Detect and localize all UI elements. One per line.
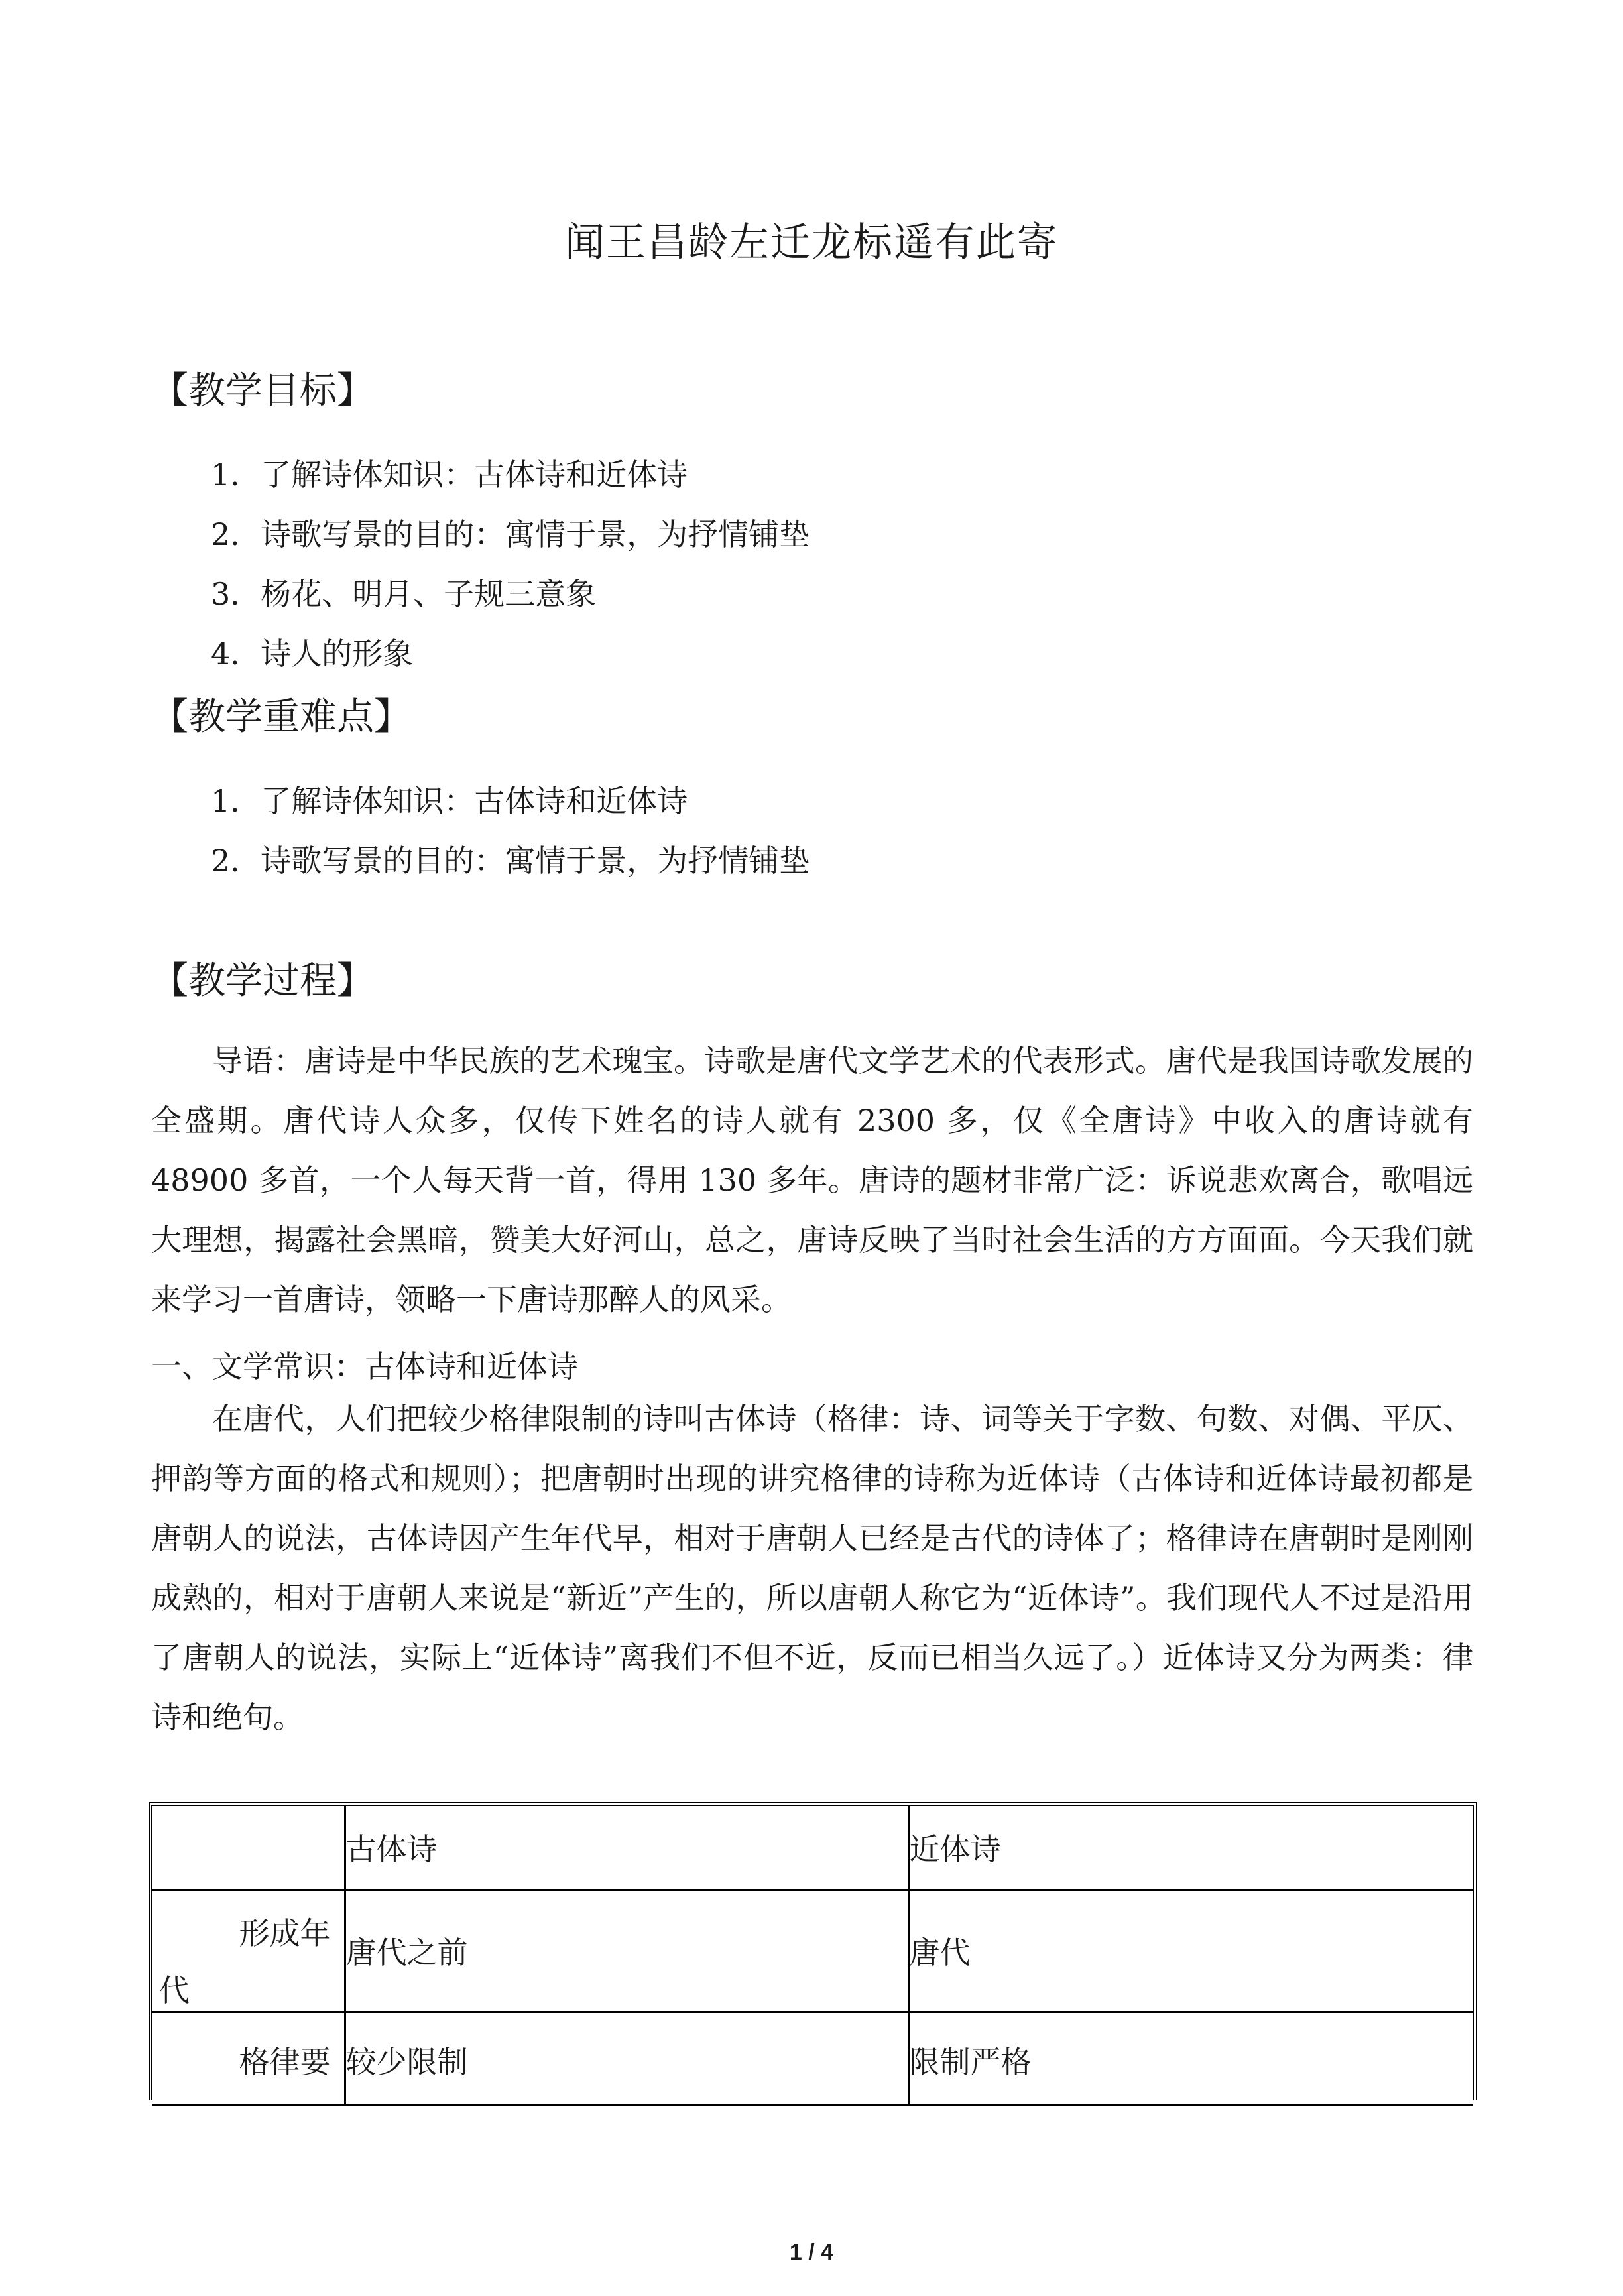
objective-item: 2．诗歌写景的目的：寓情于景，为抒情铺垫 [211,516,810,552]
table-header-cell: 近体诗 [908,1806,1473,1890]
objective-item: 3．杨花、明月、子规三意象 [211,576,597,612]
section-heading: 一、文学常识：古体诗和近体诗 [151,1349,578,1384]
table-row-label [152,2012,345,2104]
table-cell: 唐代之前 [345,1890,908,2012]
table-header-row [152,1806,1473,1890]
comparison-table [149,1802,1477,2100]
objectives-heading: 【教学目标】 [151,369,374,412]
table-cell: 唐代 [908,1890,1473,2012]
row-label-line: 格律要 [239,2043,331,2080]
keypoint-item: 1．了解诗体知识：古体诗和近体诗 [211,783,688,819]
table-corner-cell [152,1806,345,1890]
table-cell: 较少限制 [345,2012,908,2104]
page-title: 闻王昌龄左迁龙标遥有此寄 [565,219,1058,266]
table-cell: 限制严格 [908,2012,1473,2104]
section-paragraph: 在唐代，人们把较少格律限制的诗叫古体诗（格律：诗、词等关于字数、句数、对偶、平仄、押韵等方面的格式和规则）；把唐朝时出现的讲究格律的诗称为近体诗（古体诗和近体诗最初都是唐朝人的说法，古体诗因产生年代早，相对于唐朝人已经是古代的诗体了；格律诗在唐朝时是刚刚成熟的，相对于唐朝人来说是“新近”产生的，所以唐朝人称它为“近体诗”。我们现代人不过是沿用了唐朝人的说法，实际上“近体诗”离我们不但不近，反而已相当久远了。）近体诗又分为两类：律诗和绝句。 [151,1401,1473,1735]
page-number: 1 / 4 [789,2240,834,2265]
keypoints-heading: 【教学重难点】 [151,695,411,739]
objective-item: 1．了解诗体知识：古体诗和近体诗 [211,457,688,493]
objective-item: 4．诗人的形象 [211,636,414,672]
table-row [152,1890,1473,2012]
row-label-line: 形成年 [239,1915,331,1951]
table-row [152,2012,1473,2104]
process-heading: 【教学过程】 [151,959,374,1002]
row-label-line: 代 [159,1972,190,2008]
intro-paragraph: 导语：唐诗是中华民族的艺术瑰宝。诗歌是唐代文学艺术的代表形式。唐代是我国诗歌发展的全盛期。唐代诗人众多，仅传下姓名的诗人就有 2300 多，仅《全唐诗》中收入的唐诗就有 48900 多首，一个人每天背一首，得用 130 多年。唐诗的题材非常广泛：诉说悲欢离合，歌唱远大理想，揭露社会黑暗，赞美大好河山，总之，唐诗反映了当时社会生活的方方面面。今天我们就来学习一首唐诗，领略一下唐诗那醉人的风采。 [151,1043,1473,1317]
table-header-cell: 古体诗 [345,1806,908,1890]
table-row-label [152,1890,345,2012]
keypoint-item: 2．诗歌写景的目的：寓情于景，为抒情铺垫 [211,843,810,878]
